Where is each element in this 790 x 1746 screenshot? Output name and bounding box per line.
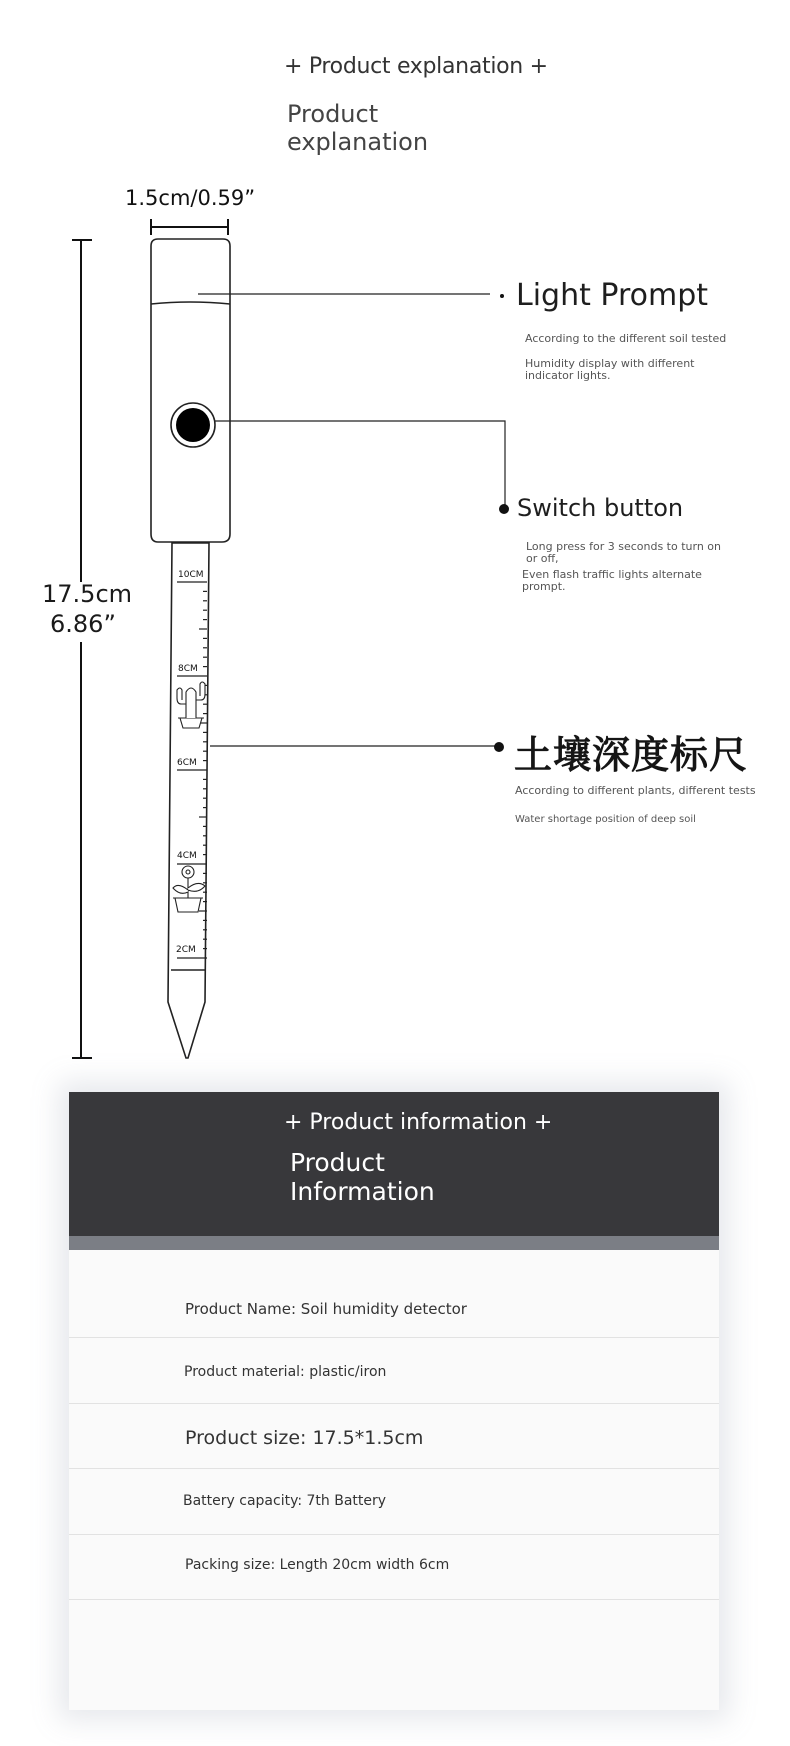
height-dimension-in: 6.86” [50,610,116,638]
width-dimension-bracket [151,219,228,235]
row-divider [69,1468,719,1469]
product-info-header [69,1092,719,1236]
soil-depth-ruler-title: 土壤深度标尺 [514,733,749,777]
row-divider [69,1599,719,1600]
width-dimension-label: 1.5cm/0.59” [125,186,256,210]
height-dimension-cm: 17.5cm [42,580,133,608]
info-row-battery: Battery capacity: 7th Battery [183,1493,387,1509]
ruler-stick [168,543,209,1058]
product-info-accent-strip [69,1236,719,1250]
leader-dots [494,294,509,752]
switch-button-drawing [171,403,215,447]
height-dimension-bracket [72,240,92,1058]
product-info-card [69,1092,719,1710]
row-divider [69,1337,719,1338]
switch-button-title: Switch button [517,494,684,522]
ruler-mark-2cm: 2CM [176,945,196,955]
ruler-mark-8cm: 8CM [178,664,198,674]
leader-lines [198,294,505,746]
soil-depth-ruler-desc-2: Water shortage position of deep soil [515,814,696,825]
ruler-mark-4cm: 4CM [177,851,197,861]
light-prompt-desc-2: Humidity display with different indicator lights. [525,357,695,382]
switch-button-desc-2: Even flash traffic lights alternate prompt. [522,568,702,593]
light-prompt-desc-1: According to the different soil tested [525,332,727,345]
soil-depth-ruler-desc-1: According to different plants, different tests [515,784,756,797]
info-row-packing: Packing size: Length 20cm width 6cm [185,1557,450,1573]
explanation-subtitle: Product explanation [287,100,429,156]
info-row-name: Product Name: Soil humidity detector [185,1300,467,1318]
info-row-size: Product size: 17.5*1.5cm [185,1427,424,1449]
switch-button-desc-1: Long press for 3 seconds to turn on or off, [526,540,722,565]
ruler-mark-10cm: 10CM [178,570,204,580]
explanation-title: + Product explanation + [284,54,548,79]
ruler-mark-6cm: 6CM [177,758,197,768]
row-divider [69,1534,719,1535]
row-divider [69,1403,719,1404]
device-head [151,239,230,542]
product-info-subtitle: Product Information [290,1148,435,1206]
light-prompt-title: Light Prompt [516,278,709,313]
info-row-material: Product material: plastic/iron [184,1364,387,1380]
product-info-title: + Product information + [284,1110,553,1135]
